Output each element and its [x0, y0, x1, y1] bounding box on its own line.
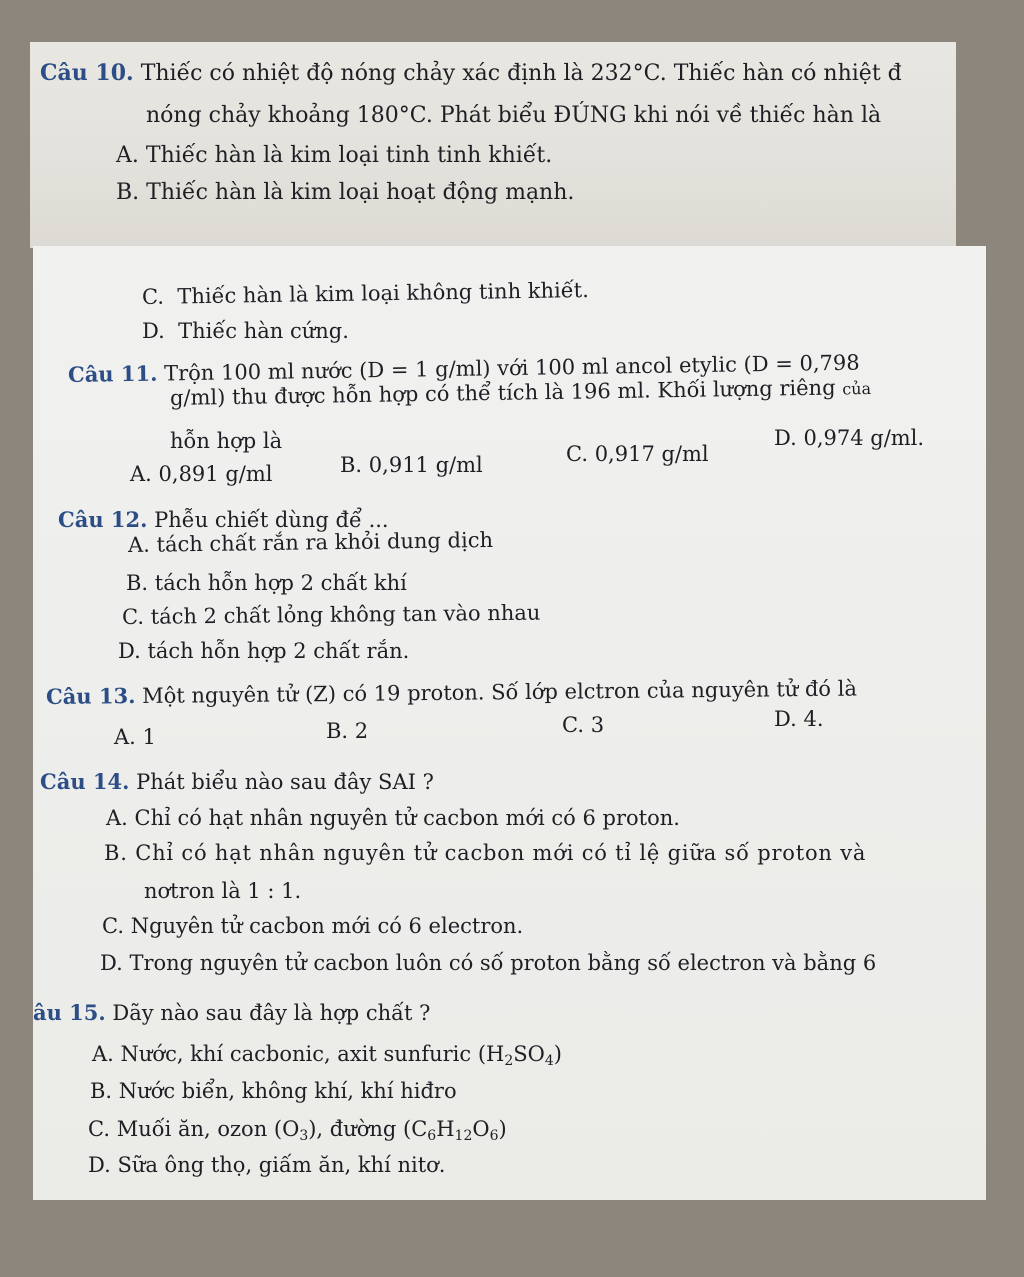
question-stem: Dãy nào sau đây là hợp chất ? — [112, 1001, 431, 1025]
question-number: Câu 11. — [67, 360, 158, 387]
question-stem-continued: g/ml) thu được hỗn hợp có thể tích là 196 ml. Khối lượng riêng — [169, 375, 836, 410]
option-a: A. Chỉ có hạt nhân nguyên tử cacbon mới có 6 proton. — [106, 806, 680, 830]
question-number: Câu 10. — [40, 60, 134, 86]
question-stem-cut-word: của — [842, 378, 872, 399]
question-number: Câu 12. — [58, 507, 148, 532]
question-stem: Phễu chiết dùng để ... — [154, 508, 389, 532]
option-b-continued: nơtron là 1 : 1. — [144, 879, 302, 903]
option-d: D. Sữa ông thọ, giấm ăn, khí nitơ. — [88, 1153, 446, 1177]
option-a: A. Nước, khí cacbonic, axit sunfuric $(H_2SO_4)$ — [92, 1042, 562, 1069]
option-b: B. tách hỗn hợp 2 chất khí — [126, 571, 407, 595]
option-b: B. 2 — [326, 719, 369, 743]
option-d: D. 4. — [774, 707, 824, 731]
option-a: A. tách chất rắn ra khỏi dung dịch — [127, 527, 494, 557]
option-d: D. 0,974 g/ml. — [774, 426, 925, 450]
option-b: B. Thiếc hàn là kim loại hoạt động mạnh. — [116, 180, 575, 205]
option-c: C. Nguyên tử cacbon mới có 6 electron. — [102, 914, 524, 938]
option-a: A. 0,891 g/ml — [130, 462, 273, 486]
option-c: C. 3 — [562, 713, 605, 737]
option-d: D. Trong nguyên tử cacbon luôn có số proton bằng số electron và bằng 6 — [100, 951, 877, 975]
option-c: C. Thiếc hàn là kim loại không tinh khiết. — [141, 277, 589, 309]
option-a: A. Thiếc hàn là kim loại tinh tinh khiết. — [116, 143, 553, 168]
question-stem-continued: nóng chảy khoảng 180°C. Phát biểu ĐÚNG khi nói về thiếc hàn là — [146, 103, 882, 128]
question-number: âu 15. — [33, 1000, 106, 1025]
option-b: B. Chỉ có hạt nhân nguyên tử cacbon mới có tỉ lệ giữa số proton và — [104, 841, 867, 865]
question-stem-end: hỗn hợp là — [170, 429, 283, 453]
question-number: Câu 13. — [45, 683, 136, 709]
option-a: A. 1 — [114, 725, 156, 749]
option-b: B. Nước biển, không khí, khí hiđro — [90, 1079, 457, 1103]
option-c: C. tách 2 chất lỏng không tan vào nhau — [121, 600, 541, 629]
question-stem: Một nguyên tử (Z) có 19 proton. Số lớp elctron của nguyên tử đó là — [141, 676, 858, 708]
question-stem: Trộn 100 ml nước (D = 1 g/ml) với 100 ml ancol etylic (D = 0,798 — [163, 350, 860, 386]
option-d: D. tách hỗn hợp 2 chất rắn. — [118, 639, 410, 663]
question-number: Câu 14. — [40, 769, 130, 794]
option-c: C. Muối ăn, ozon $(O_3)$, đường $(C_6H_{12}O_6)$ — [88, 1117, 507, 1144]
question-stem: Thiếc có nhiệt độ nóng chảy xác định là 232°C. Thiếc hàn có nhiệt đ — [140, 61, 902, 86]
option-b: B. 0,911 g/ml — [340, 453, 483, 477]
question-stem: Phát biểu nào sau đây SAI ? — [136, 770, 434, 794]
option-c: C. 0,917 g/ml — [566, 442, 709, 466]
option-d: D. Thiếc hàn cứng. — [142, 319, 349, 343]
